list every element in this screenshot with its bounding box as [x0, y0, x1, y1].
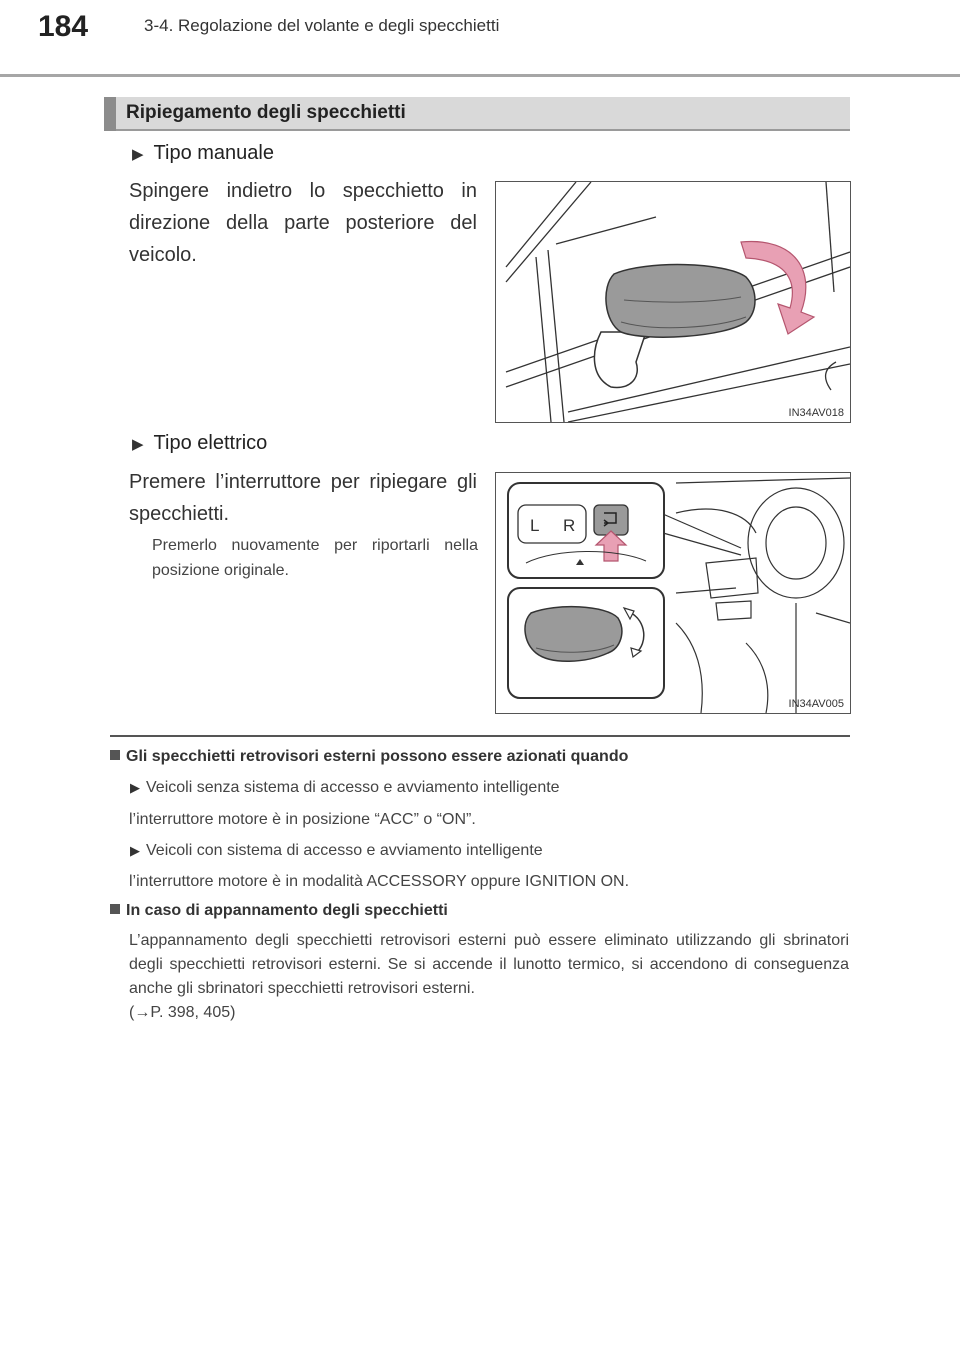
square-icon [110, 750, 120, 760]
switch-right-label: R [563, 516, 576, 535]
info-divider [110, 735, 850, 737]
electric-switch-illustration [496, 473, 850, 713]
info1-item2-label: Veicoli con sistema di accesso e avviamento intelligente [146, 842, 543, 859]
manual-type-heading [132, 142, 274, 165]
info1-heading [110, 748, 628, 766]
manual-type-text: Spingere indietro lo specchietto in direzione della parte posteriore del veicolo. [129, 180, 477, 266]
info1-heading-text: Gli specchietti retrovisori esterni possono essere azionati quando [126, 748, 629, 765]
chapter-title: 3-4. Regolazione del volante e degli specchietti [144, 16, 500, 35]
manual-type-label: Tipo manuale [153, 142, 274, 164]
info2-heading-text: In caso di appannamento degli specchietti [126, 902, 448, 919]
section-accent [104, 97, 116, 131]
page-number: 184 [38, 10, 89, 43]
info1-item2-heading [130, 839, 543, 863]
figure-code: IN34AV018 [788, 407, 844, 419]
electric-type-text: Premere l’interruttore per ripiegare gli specchietti. [129, 471, 477, 525]
electric-switch-figure [495, 472, 851, 714]
triangle-right-icon: ▶ [130, 780, 140, 795]
info1-item1-label: Veicoli senza sistema di accesso e avviamento intelligente [146, 779, 560, 796]
info2-page-reference[interactable]: (→P. 398, 405) [129, 1004, 236, 1021]
figure-code: IN34AV005 [788, 698, 844, 710]
electric-mirror-housing [525, 607, 622, 662]
header-divider [0, 74, 960, 77]
switch-left-label: L [530, 516, 540, 535]
section-heading-bar [104, 97, 850, 131]
triangle-right-icon: ▶ [132, 146, 144, 163]
manual-mirror-figure [495, 181, 851, 423]
info2-heading [110, 902, 448, 920]
square-icon [110, 904, 120, 914]
electric-type-note: Premerlo nuovamente per riportarli nella posizione originale. [152, 537, 478, 579]
electric-type-label: Tipo elettrico [153, 432, 268, 454]
info1-item2-text: l’interruttore motore è in modalità ACCESSORY oppure IGNITION ON. [129, 873, 630, 890]
manual-mirror-illustration [496, 182, 850, 422]
info1-item1-text: l’interruttore motore è in posizione “ACC” o “ON”. [129, 811, 476, 828]
lr-selector [518, 505, 586, 543]
electric-type-heading [132, 432, 267, 455]
triangle-right-icon: ▶ [132, 436, 144, 453]
info1-item1-heading [130, 776, 560, 800]
triangle-right-icon: ▶ [130, 843, 140, 858]
section-title: Ripiegamento degli specchietti [126, 102, 406, 123]
info2-text: L’appannamento degli specchietti retrovisori esterni può essere eliminato utilizzando gli sbrinatori degli specchietti retrovisori esterni. Se si accende il lunotto termico, si accendono di conseguenza anche gli sbrinatori specchietti retrovisori esterni. [129, 932, 849, 997]
mirror-arm [594, 332, 646, 387]
